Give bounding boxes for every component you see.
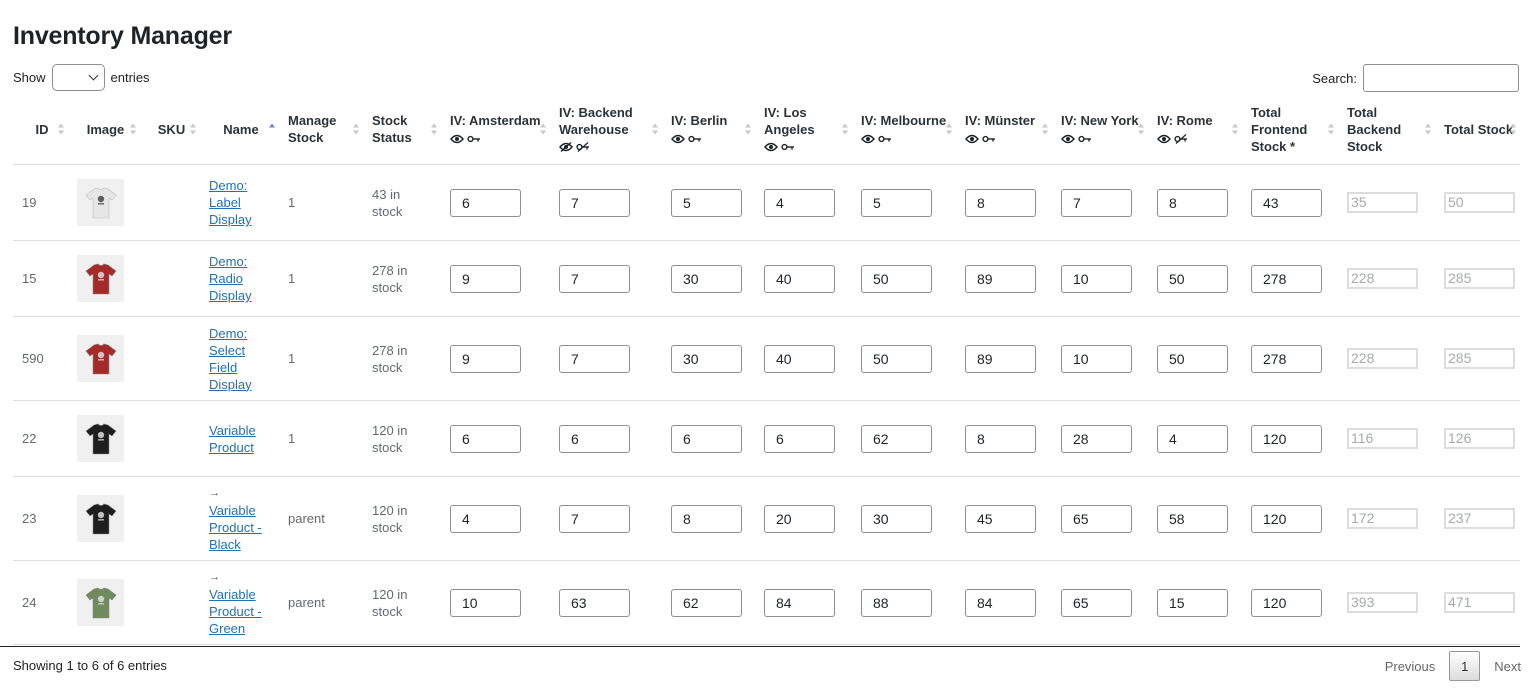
inventory-stock-input[interactable]: 7 — [559, 505, 630, 533]
inventory-stock-input[interactable]: 6 — [450, 425, 521, 453]
column-header-stock-status[interactable] — [363, 94, 441, 165]
inventory-stock-input[interactable]: 65 — [1061, 589, 1132, 617]
inventory-cell — [550, 317, 662, 401]
column-header-label: Total Backend Stock — [1347, 104, 1402, 154]
column-header-label: Total Stock — [1444, 121, 1514, 137]
inventory-cell — [1148, 317, 1242, 401]
column-header-iv-melbourne[interactable] — [852, 94, 956, 165]
total-frontend-stock-input[interactable]: 43 — [1251, 189, 1322, 217]
product-name-link[interactable]: Variable Product - Black — [209, 502, 262, 552]
table-footer-border — [0, 646, 1520, 647]
total-stock-cell — [1435, 477, 1520, 561]
inventory-stock-input[interactable]: 62 — [671, 589, 742, 617]
id-cell: 590 — [13, 317, 68, 401]
inventory-cell — [956, 561, 1052, 645]
product-thumbnail[interactable] — [77, 335, 124, 382]
total-backend-cell — [1338, 561, 1435, 645]
sort-arrows-icon — [190, 124, 196, 135]
location-visibility-icons — [671, 134, 702, 144]
total-frontend-stock-input[interactable]: 278 — [1251, 345, 1322, 373]
manage-stock-cell: 1 — [279, 241, 363, 317]
sort-arrows-icon — [353, 124, 359, 135]
inventory-stock-input[interactable]: 62 — [861, 425, 932, 453]
inventory-stock-input[interactable]: 5 — [861, 189, 932, 217]
inventory-cell — [441, 317, 550, 401]
inventory-stock-input[interactable]: 8 — [965, 425, 1036, 453]
key-slash-icon — [1174, 134, 1188, 144]
stock-status-cell: 43 in stock — [363, 165, 441, 241]
total-stock-field: 237 — [1444, 508, 1515, 529]
total-backend-cell — [1338, 165, 1435, 241]
inventory-cell — [1052, 165, 1148, 241]
inventory-stock-input[interactable]: 28 — [1061, 425, 1132, 453]
page-title: Inventory Manager — [13, 22, 232, 50]
inventory-cell — [441, 165, 550, 241]
column-header-label: IV: Münster — [965, 113, 1036, 128]
sku-cell — [140, 165, 200, 241]
inventory-cell — [441, 477, 550, 561]
inventory-stock-input[interactable]: 50 — [861, 265, 932, 293]
column-header-label: Stock Status — [372, 113, 412, 145]
column-header-label: Total Frontend Stock * — [1251, 104, 1308, 154]
name-cell — [200, 401, 279, 477]
sku-cell — [140, 477, 200, 561]
product-name-link[interactable]: Demo: Radio Display — [209, 254, 252, 303]
name-cell — [200, 477, 279, 561]
inventory-cell — [441, 241, 550, 317]
inventory-cell — [1052, 317, 1148, 401]
column-header-iv-rome[interactable] — [1148, 94, 1242, 165]
stock-status-cell: 278 in stock — [363, 317, 441, 401]
total-frontend-cell — [1242, 401, 1338, 477]
table-row — [13, 165, 1520, 241]
column-header-iv-los-angeles[interactable] — [755, 94, 852, 165]
inventory-cell — [1148, 401, 1242, 477]
total-backend-stock-field: 172 — [1347, 508, 1418, 529]
product-name-link[interactable]: Demo: Select Field Display — [209, 325, 252, 392]
total-stock-field: 471 — [1444, 592, 1515, 613]
inventory-cell — [662, 401, 755, 477]
total-stock-cell — [1435, 401, 1520, 477]
inventory-stock-input[interactable]: 50 — [1157, 265, 1228, 293]
inventory-stock-input[interactable]: 50 — [1157, 345, 1228, 373]
id-cell: 19 — [13, 165, 68, 241]
inventory-cell — [550, 241, 662, 317]
column-header-iv-berlin[interactable] — [662, 94, 755, 165]
total-stock-field: 126 — [1444, 428, 1515, 449]
inventory-cell — [1052, 401, 1148, 477]
inventory-stock-input[interactable]: 50 — [861, 345, 932, 373]
inventory-cell — [755, 477, 852, 561]
search-control — [1312, 64, 1519, 92]
total-stock-cell — [1435, 241, 1520, 317]
sort-arrows-icon — [745, 124, 751, 135]
eye-icon — [1061, 134, 1075, 144]
inventory-stock-input[interactable]: 9 — [450, 345, 521, 373]
total-backend-stock-field: 228 — [1347, 268, 1418, 289]
variation-arrow-icon: → — [209, 570, 220, 583]
inventory-stock-input[interactable]: 8 — [671, 505, 742, 533]
inventory-stock-input[interactable]: 15 — [1157, 589, 1228, 617]
total-backend-stock-field: 116 — [1347, 428, 1418, 449]
total-frontend-stock-input[interactable]: 278 — [1251, 265, 1322, 293]
total-frontend-cell — [1242, 165, 1338, 241]
manage-stock-cell: 1 — [279, 401, 363, 477]
inventory-cell — [441, 561, 550, 645]
sku-cell — [140, 241, 200, 317]
manage-stock-cell: 1 — [279, 165, 363, 241]
column-header-label: Name — [223, 121, 259, 137]
eye-icon — [861, 134, 875, 144]
location-visibility-icons — [450, 134, 481, 144]
total-stock-cell — [1435, 317, 1520, 401]
table-row — [13, 241, 1520, 317]
inventory-stock-input[interactable]: 30 — [861, 505, 932, 533]
inventory-cell — [1148, 165, 1242, 241]
inventory-cell — [1148, 477, 1242, 561]
sort-arrows-icon — [431, 124, 437, 135]
inventory-stock-input[interactable]: 7 — [559, 265, 630, 293]
table-info: Showing 1 to 6 of 6 entries — [13, 658, 167, 673]
inventory-stock-input[interactable]: 7 — [1061, 189, 1132, 217]
total-backend-cell — [1338, 241, 1435, 317]
previous-button[interactable]: Previous — [1384, 658, 1436, 674]
location-visibility-icons — [559, 142, 590, 152]
inventory-stock-input[interactable]: 89 — [965, 345, 1036, 373]
inventory-stock-input[interactable]: 89 — [965, 265, 1036, 293]
inventory-stock-input[interactable]: 5 — [671, 189, 742, 217]
total-stock-field: 285 — [1444, 268, 1515, 289]
product-thumbnail[interactable] — [77, 495, 124, 542]
next-button[interactable]: Next — [1494, 658, 1521, 674]
inventory-cell — [1052, 561, 1148, 645]
inventory-cell — [956, 477, 1052, 561]
product-name-link[interactable]: Variable Product - Green — [209, 586, 262, 636]
product-thumbnail[interactable] — [77, 579, 124, 626]
inventory-cell — [755, 165, 852, 241]
inventory-cell — [1148, 241, 1242, 317]
total-frontend-cell — [1242, 241, 1338, 317]
column-header-label: IV: Backend Warehouse — [559, 104, 633, 137]
table-header-row — [13, 94, 1520, 165]
image-cell — [68, 241, 140, 317]
name-cell — [200, 561, 279, 645]
column-header-manage-stock[interactable] — [279, 94, 363, 165]
sort-arrows-icon — [540, 124, 546, 135]
total-frontend-cell — [1242, 477, 1338, 561]
inventory-cell — [852, 561, 956, 645]
eye-icon — [764, 142, 778, 152]
table-row — [13, 317, 1520, 401]
inventory-stock-input[interactable]: 45 — [965, 505, 1036, 533]
total-backend-cell — [1338, 477, 1435, 561]
inventory-cell — [662, 241, 755, 317]
inventory-cell — [662, 317, 755, 401]
inventory-stock-input[interactable]: 65 — [1061, 505, 1132, 533]
inventory-cell — [956, 401, 1052, 477]
id-cell: 23 — [13, 477, 68, 561]
column-header-label: Image — [86, 121, 125, 137]
id-cell: 22 — [13, 401, 68, 477]
page-button-1[interactable]: 1 — [1449, 651, 1480, 681]
sort-arrows-icon — [842, 124, 848, 135]
product-name-link[interactable]: Demo: Label Display — [209, 178, 252, 227]
inventory-stock-input[interactable]: 84 — [764, 589, 835, 617]
location-visibility-icons — [965, 134, 996, 144]
inventory-stock-input[interactable]: 8 — [1157, 189, 1228, 217]
name-cell — [200, 241, 279, 317]
inventory-cell — [550, 401, 662, 477]
key-slash-icon — [576, 142, 590, 152]
total-frontend-cell — [1242, 317, 1338, 401]
image-cell — [68, 401, 140, 477]
entries-length-control — [13, 64, 150, 91]
sort-arrows-icon — [946, 124, 952, 135]
total-backend-stock-field: 228 — [1347, 348, 1418, 369]
inventory-stock-input[interactable]: 63 — [559, 589, 630, 617]
sort-arrows-icon — [1425, 124, 1431, 135]
column-header-iv-amsterdam[interactable] — [441, 94, 550, 165]
product-name-link[interactable]: Variable Product — [209, 422, 256, 455]
inventory-cell — [852, 241, 956, 317]
table-row — [13, 401, 1520, 477]
total-frontend-cell — [1242, 561, 1338, 645]
chevron-down-icon — [88, 71, 98, 81]
variation-arrow-icon: → — [209, 486, 220, 499]
sort-arrows-icon — [1328, 124, 1334, 135]
sort-arrows-icon — [1042, 124, 1048, 135]
location-visibility-icons — [861, 134, 892, 144]
column-header-total-frontend-stock[interactable] — [1242, 94, 1338, 165]
total-stock-cell — [1435, 165, 1520, 241]
manage-stock-cell: parent — [279, 477, 363, 561]
location-visibility-icons — [1061, 134, 1092, 144]
sort-arrows-icon — [269, 124, 275, 135]
key-icon — [781, 142, 795, 152]
id-cell: 24 — [13, 561, 68, 645]
eye-slash-icon — [559, 142, 573, 152]
inventory-cell — [1052, 477, 1148, 561]
inventory-stock-input[interactable]: 40 — [764, 265, 835, 293]
sort-arrows-icon — [1510, 124, 1516, 135]
inventory-cell — [550, 477, 662, 561]
key-icon — [1078, 134, 1092, 144]
inventory-cell — [1148, 561, 1242, 645]
inventory-cell — [755, 561, 852, 645]
column-header-label: IV: Berlin — [671, 113, 728, 128]
inventory-stock-input[interactable]: 6 — [559, 425, 630, 453]
inventory-cell — [956, 165, 1052, 241]
inventory-table — [13, 94, 1520, 645]
inventory-cell — [755, 241, 852, 317]
column-header-label: IV: New York — [1061, 113, 1139, 128]
column-header-id[interactable] — [13, 94, 68, 165]
inventory-cell — [550, 561, 662, 645]
key-icon — [878, 134, 892, 144]
location-visibility-icons — [1157, 134, 1188, 144]
key-icon — [688, 134, 702, 144]
total-stock-cell — [1435, 561, 1520, 645]
inventory-stock-input[interactable]: 4 — [450, 505, 521, 533]
eye-icon — [965, 134, 979, 144]
search-label: Search: — [1312, 70, 1357, 86]
inventory-stock-input[interactable]: 6 — [450, 189, 521, 217]
stock-status-cell: 120 in stock — [363, 477, 441, 561]
total-backend-cell — [1338, 401, 1435, 477]
inventory-stock-input[interactable]: 4 — [1157, 425, 1228, 453]
inventory-cell — [755, 317, 852, 401]
product-thumbnail[interactable] — [77, 415, 124, 462]
image-cell — [68, 477, 140, 561]
column-header-name[interactable] — [200, 94, 279, 165]
inventory-cell — [662, 561, 755, 645]
inventory-stock-input[interactable]: 30 — [671, 265, 742, 293]
eye-icon — [1157, 134, 1171, 144]
column-header-label: IV: Los Angeles — [764, 104, 815, 137]
image-cell — [68, 561, 140, 645]
inventory-cell — [1052, 241, 1148, 317]
total-backend-cell — [1338, 317, 1435, 401]
inventory-cell — [852, 317, 956, 401]
stock-status-cell: 278 in stock — [363, 241, 441, 317]
sku-cell — [140, 317, 200, 401]
total-backend-stock-field: 35 — [1347, 192, 1418, 213]
inventory-stock-input[interactable]: 7 — [559, 189, 630, 217]
manage-stock-cell: 1 — [279, 317, 363, 401]
image-cell — [68, 317, 140, 401]
total-frontend-stock-input[interactable]: 120 — [1251, 505, 1322, 533]
inventory-cell — [755, 401, 852, 477]
column-header-label: ID — [35, 121, 49, 137]
total-backend-stock-field: 393 — [1347, 592, 1418, 613]
name-cell — [200, 165, 279, 241]
sort-arrows-icon — [652, 124, 658, 135]
entries-label: entries — [110, 70, 150, 85]
inventory-stock-input[interactable]: 8 — [965, 189, 1036, 217]
key-icon — [982, 134, 996, 144]
column-header-label: IV: Amsterdam — [450, 113, 541, 128]
inventory-stock-input[interactable]: 6 — [671, 425, 742, 453]
eye-icon — [671, 134, 685, 144]
column-header-iv-new-york[interactable] — [1052, 94, 1148, 165]
stock-status-cell: 120 in stock — [363, 561, 441, 645]
sort-arrows-icon — [58, 124, 64, 135]
inventory-stock-input[interactable]: 10 — [450, 589, 521, 617]
search-input[interactable] — [1363, 64, 1519, 92]
column-header-sku[interactable] — [140, 94, 200, 165]
show-label: Show — [13, 70, 46, 85]
inventory-cell — [956, 317, 1052, 401]
total-stock-field: 50 — [1444, 192, 1515, 213]
inventory-cell — [852, 401, 956, 477]
inventory-stock-input[interactable]: 84 — [965, 589, 1036, 617]
inventory-stock-input[interactable]: 4 — [764, 189, 835, 217]
sort-arrows-icon — [1138, 124, 1144, 135]
inventory-cell — [550, 165, 662, 241]
name-cell — [200, 317, 279, 401]
id-cell: 15 — [13, 241, 68, 317]
pagination — [1385, 651, 1521, 681]
column-header-image[interactable] — [68, 94, 140, 165]
inventory-stock-input[interactable]: 6 — [764, 425, 835, 453]
inventory-cell — [956, 241, 1052, 317]
inventory-stock-input[interactable]: 40 — [764, 345, 835, 373]
inventory-cell — [662, 477, 755, 561]
manage-stock-cell: parent — [279, 561, 363, 645]
column-header-iv-m-nster[interactable] — [956, 94, 1052, 165]
inventory-cell — [852, 477, 956, 561]
inventory-cell — [662, 165, 755, 241]
total-frontend-stock-input[interactable]: 120 — [1251, 589, 1322, 617]
column-header-total-stock[interactable] — [1435, 94, 1520, 165]
eye-icon — [450, 134, 464, 144]
inventory-stock-input[interactable]: 58 — [1157, 505, 1228, 533]
column-header-total-backend-stock[interactable] — [1338, 94, 1435, 165]
inventory-stock-input[interactable]: 10 — [1061, 345, 1132, 373]
inventory-stock-input[interactable]: 88 — [861, 589, 932, 617]
column-header-label: IV: Melbourne — [861, 113, 947, 128]
inventory-stock-input[interactable]: 30 — [671, 345, 742, 373]
inventory-stock-input[interactable]: 20 — [764, 505, 835, 533]
location-visibility-icons — [764, 142, 795, 152]
inventory-stock-input[interactable]: 9 — [450, 265, 521, 293]
stock-status-cell: 120 in stock — [363, 401, 441, 477]
inventory-stock-input[interactable]: 7 — [559, 345, 630, 373]
sort-arrows-icon — [130, 124, 136, 135]
column-header-label: SKU — [157, 121, 186, 137]
image-cell — [68, 165, 140, 241]
inventory-cell — [441, 401, 550, 477]
sku-cell — [140, 401, 200, 477]
sku-cell — [140, 561, 200, 645]
inventory-cell — [852, 165, 956, 241]
table-row — [13, 477, 1520, 561]
sort-arrows-icon — [1232, 124, 1238, 135]
inventory-stock-input[interactable]: 10 — [1061, 265, 1132, 293]
key-icon — [467, 134, 481, 144]
column-header-label: IV: Rome — [1157, 113, 1213, 128]
entries-length-select[interactable] — [52, 64, 105, 91]
table-row — [13, 561, 1520, 645]
product-thumbnail[interactable] — [77, 255, 124, 302]
column-header-iv-backend-warehouse[interactable] — [550, 94, 662, 165]
total-stock-field: 285 — [1444, 348, 1515, 369]
total-frontend-stock-input[interactable]: 120 — [1251, 425, 1322, 453]
column-header-label: Manage Stock — [288, 113, 337, 145]
product-thumbnail[interactable] — [77, 179, 124, 226]
